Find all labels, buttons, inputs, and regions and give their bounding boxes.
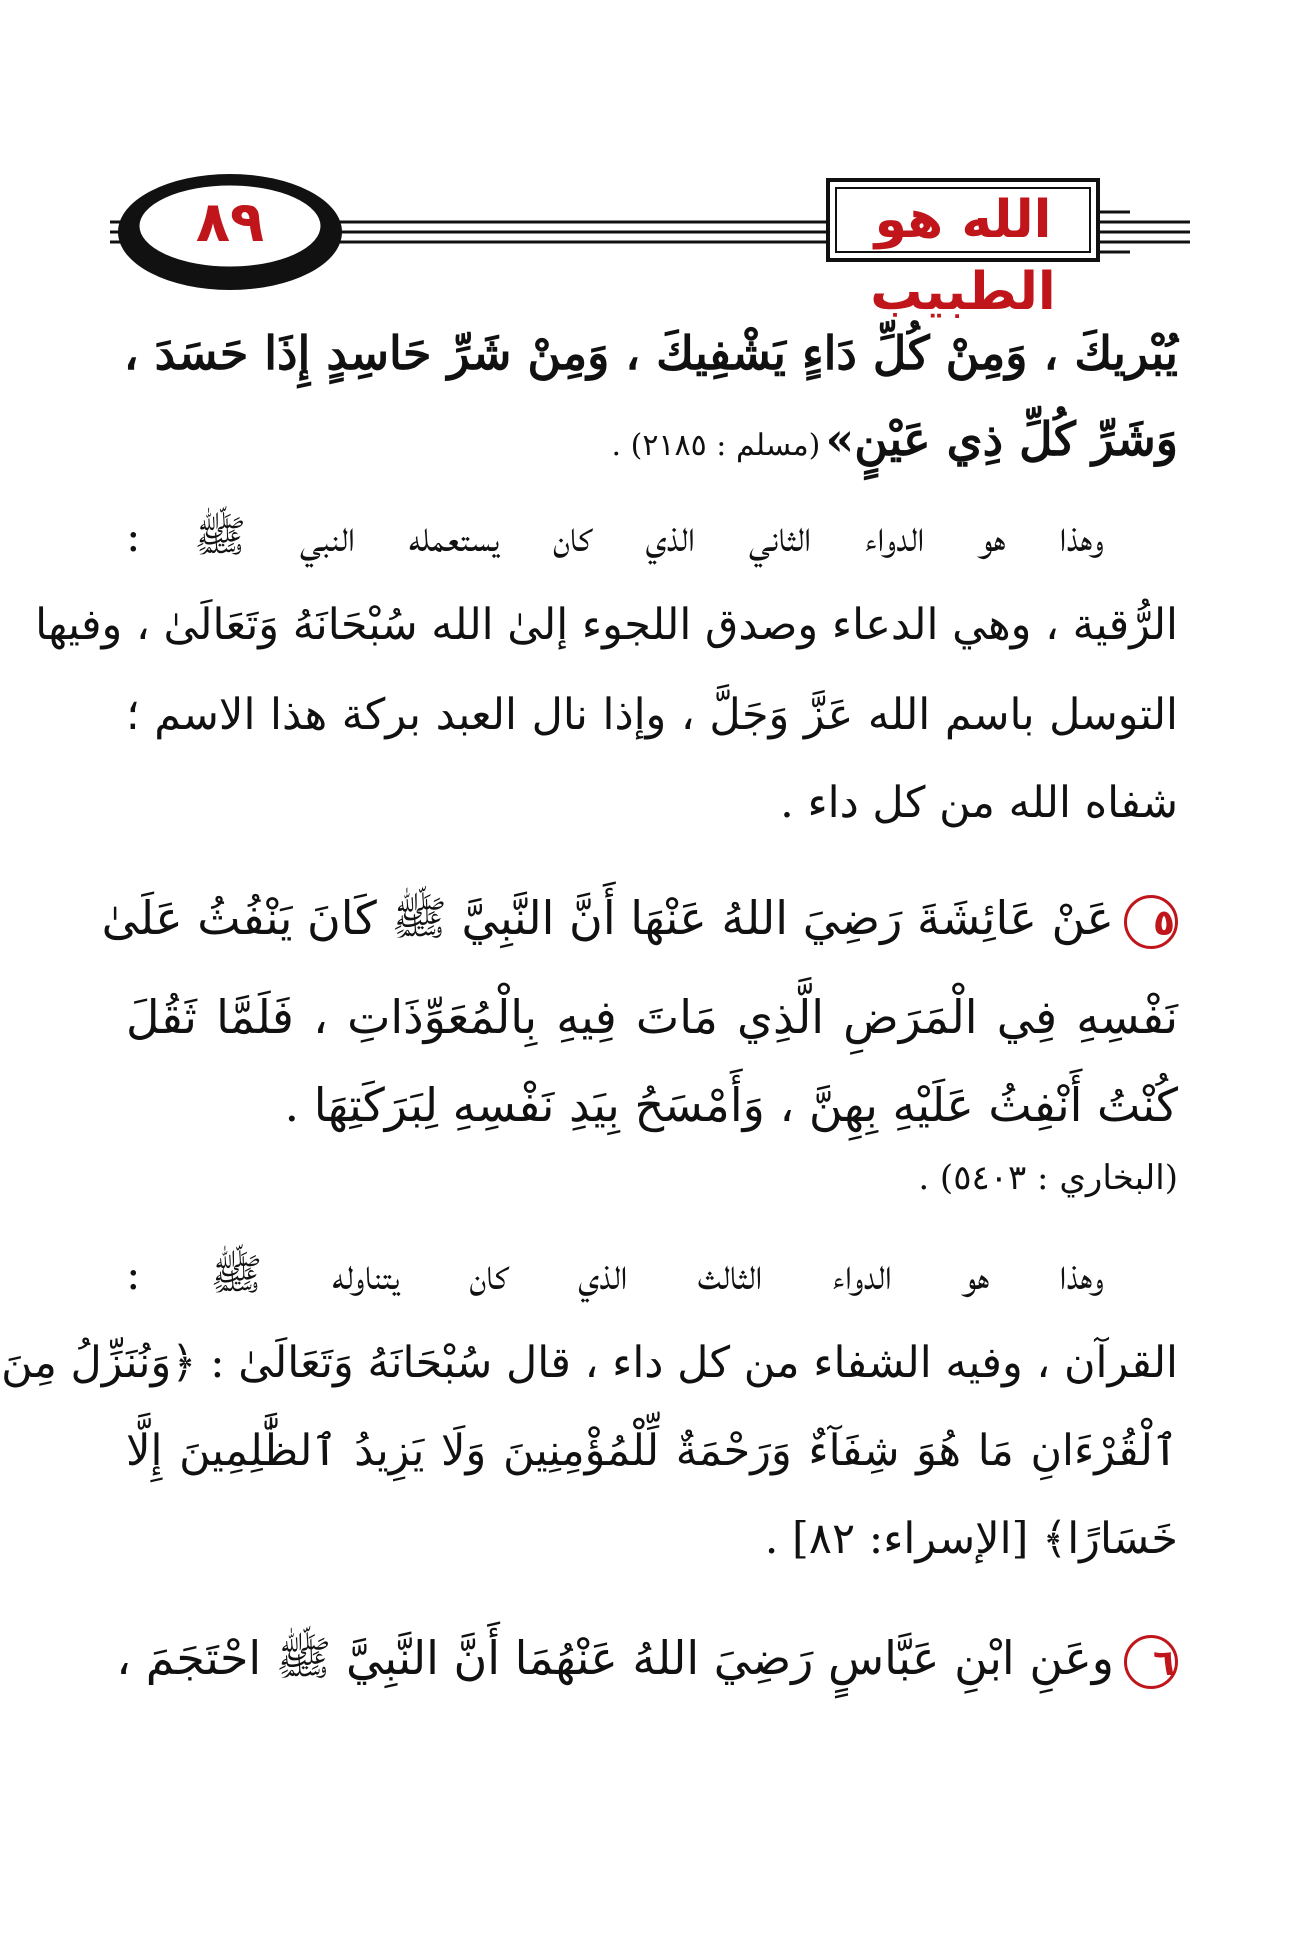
source-reference: (البخاري : ٥٤٠٣) . xyxy=(918,1158,1178,1198)
hadith-5-line-2: نَفْسِهِ فِي الْمَرَضِ الَّذِي مَاتَ فِيهِ بِالْمُعَوِّذَاتِ ، فَلَمَّا ثَقُلَ xyxy=(126,990,1178,1044)
page-number: ٨٩ xyxy=(195,190,265,255)
hadith-continuation-line-2 xyxy=(126,412,1178,466)
hadith-5-line-1 xyxy=(101,890,1178,957)
paragraph-2-line-4: خَسَارًا﴾ [الإسراء: ٨٢] . xyxy=(764,1514,1178,1564)
paragraph-2-line-2: القرآن ، وفيه الشفاء من كل داء ، قال سُبْحَانَهُ وَتَعَالَىٰ : ﴿وَنُنَزِّلُ مِنَ xyxy=(1,1338,1178,1388)
hadith-5-line-3: كُنْتُ أَنْفِثُ عَلَيْهِ بِهِنَّ ، وَأَمْسَحُ بِيَدِ نَفْسِهِ لِبَرَكَتِهَا . xyxy=(284,1078,1178,1132)
paragraph-1-line-4: شفاه الله من كل داء . xyxy=(780,778,1178,828)
paragraph-2-line-1: وهذا هو الدواء الثالث الذي كان يتناوله ﷺ : xyxy=(126,1250,1104,1300)
paragraph-2-line-3: ٱلْقُرْءَانِ مَا هُوَ شِفَآءٌ وَرَحْمَةٌ لِّلْمُؤْمِنِينَ وَلَا يَزِيدُ ٱلظَّٰلِمِينَ إِلَّا xyxy=(126,1426,1178,1476)
hadith-5-text: عَنْ عَائِشَةَ رَضِيَ اللهُ عَنْهَا أَنَّ النَّبِيَّ ﷺ كَانَ يَنْفُثُ عَلَىٰ xyxy=(101,891,1114,945)
paragraph-1-line-1: وهذا هو الدواء الثاني الذي كان يستعمله النبي ﷺ : xyxy=(126,512,1104,562)
paragraph-1-line-2: الرُّقية ، وهي الدعاء وصدق اللجوء إلىٰ الله سُبْحَانَهُ وَتَعَالَىٰ ، وفيها xyxy=(35,600,1178,650)
source-reference: (مسلم : ٢١٨٥) . xyxy=(611,428,821,463)
chapter-title: الله هو الطبيب xyxy=(870,190,1056,322)
hadith-number-badge: ٥ xyxy=(1124,895,1178,949)
hadith-number-badge: ٦ xyxy=(1124,1635,1178,1689)
hadith-continuation-text: وَشَرِّ كُلِّ ذِي عَيْنٍ» xyxy=(825,412,1178,466)
hadith-6-text: وعَنِ ابْنِ عَبَّاسٍ رَضِيَ اللهُ عَنْهُمَا أَنَّ النَّبِيَّ ﷺ احْتَجَمَ ، xyxy=(116,1631,1114,1685)
paragraph-1-line-3: التوسل باسم الله عَزَّ وَجَلَّ ، وإذا نال العبد بركة هذا الاسم ؛ xyxy=(126,690,1178,740)
hadith-6-line-1 xyxy=(116,1630,1178,1697)
hadith-continuation-line-1: يُبْريكَ ، وَمِنْ كُلِّ دَاءٍ يَشْفِيكَ ، وَمِنْ شَرِّ حَاسِدٍ إِذَا حَسَدَ ، xyxy=(123,326,1178,380)
